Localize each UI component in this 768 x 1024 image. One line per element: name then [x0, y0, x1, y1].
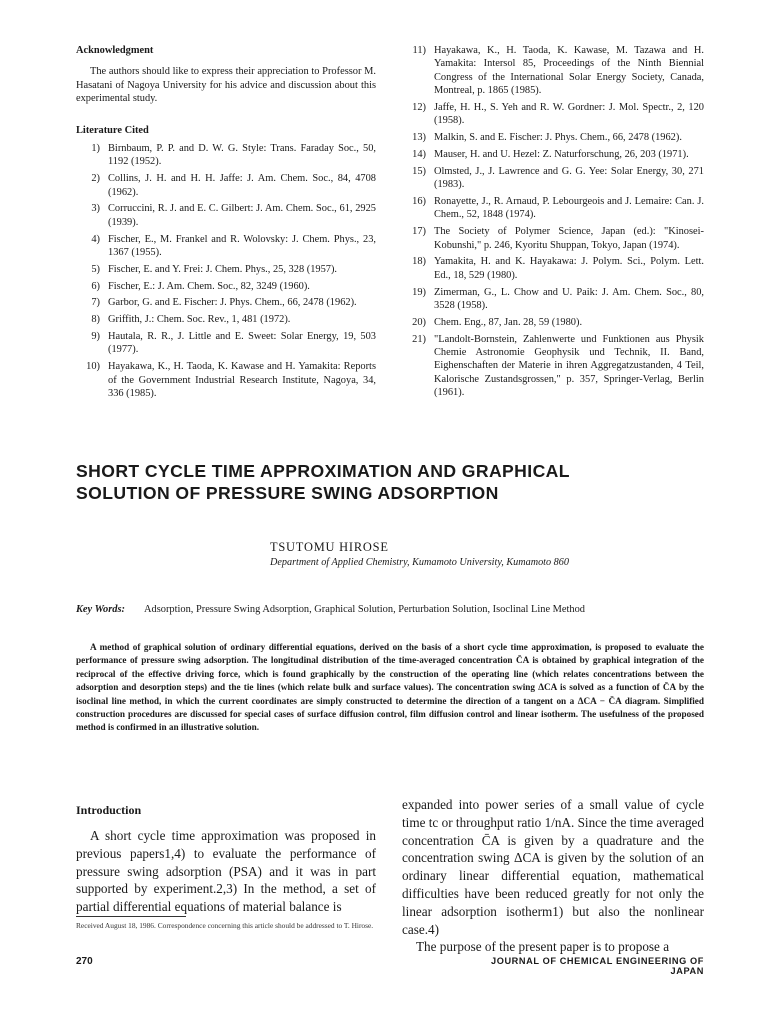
author-name: TSUTOMU HIROSE — [270, 540, 389, 554]
references-left — [76, 142, 376, 404]
reference-item: 8) Griffith, J.: Chem. Soc. Rev., 1, 481 (1972). — [91, 314, 291, 326]
reference-item: 11) Hayakawa, K., H. Taoda, K. Kawase, M. Tazawa and H. Yamakita: Intersol 85, Proceedings of the Ninth Biennial Congress of the International Solar Energy Society, Canada, Montreal, p. 1865 (1985). — [412, 45, 704, 97]
reference-item: 10) Hayakawa, K., H. Taoda, K. Kawase and H. Yamakita: Reports of the Government Industrial Research Institute, Nagoya, 34, 336 (1985). — [86, 361, 376, 400]
keywords-label: Key Words: — [76, 604, 125, 615]
reference-item: 6) Fischer, E.: J. Am. Chem. Soc., 82, 3249 (1960). — [91, 280, 310, 292]
reference-item: 13) Malkin, S. and E. Fischer: J. Phys. Chem., 66, 2478 (1962). — [412, 132, 682, 144]
keywords-row — [76, 603, 706, 616]
reference-item: 3) Corruccini, R. J. and E. C. Gilbert: J. Am. Chem. Soc., 61, 2925 (1939). — [91, 203, 376, 228]
abstract: A method of graphical solution of ordinary differential equations, derived on the basis of a short cycle time approximation, is proposed to evaluate the performance of pressure swing adsorption. The longitudinal distribution of the time-averaged concentration C̄A is obtained by graphical integration of the reciprocal of the effective driving force, which is found graphically by the construction of the operating line (which relates concentrations between the adsorption and desorption steps) and the tie lines (which relate bulk and surface values). The concentration swing ΔCA is solved as a function of C̄A by the isoclinal line method, in which the current coordinates are simply constructed to determine the direction of a tangent on a ΔCA − C̄A diagram. Simplified construction procedures are discussed for special cases of surface diffusion control, film diffusion control and linear isotherm. The usefulness of the proposed method is confirmed in an illustrative solution. — [76, 642, 704, 733]
reference-item: 18) Yamakita, H. and K. Hayakawa: J. Polym. Sci., Polym. Lett. Ed., 18, 529 (1980). — [412, 256, 704, 281]
introduction-text-left: A short cycle time approximation was proposed in previous papers1,4) to evaluate the performance of pressure swing adsorption (PSA) and it was in part supported by experiment.2,3) In the method, a set of partial differential equations of material balance is — [76, 828, 376, 915]
title-line-2: SOLUTION OF PRESSURE SWING ADSORPTION — [76, 482, 499, 503]
journal-name: JOURNAL OF CHEMICAL ENGINEERING OF JAPAN — [490, 956, 704, 976]
author-affiliation: Department of Applied Chemistry, Kumamoto University, Kumamoto 860 — [270, 557, 569, 568]
acknowledgment-heading: Acknowledgment — [76, 45, 154, 56]
reference-item: 14) Mauser, H. and U. Hezel: Z. Naturforschung, 26, 203 (1971). — [412, 149, 689, 161]
reference-item: 2) Collins, J. H. and H. H. Jaffe: J. Am. Chem. Soc., 84, 4708 (1962). — [91, 173, 376, 198]
reference-item: 12) Jaffe, H. H., S. Yeh and R. W. Gordner: J. Mol. Spectr., 2, 120 (1958). — [412, 102, 704, 127]
reference-item: 7) Garbor, G. and E. Fischer: J. Phys. Chem., 66, 2478 (1962). — [91, 297, 357, 309]
reference-item: 16) Ronayette, J., R. Arnaud, P. Lebourgeois and J. Lemaire: Can. J. Chem., 52, 1848 (1974). — [412, 196, 704, 221]
references-right — [402, 44, 704, 403]
footnote-received: Received August 18, 1986. Correspondence concerning this article should be addressed to T. Hirose. — [76, 921, 374, 930]
reference-item: 5) Fischer, E. and Y. Frei: J. Chem. Phys., 25, 328 (1957). — [91, 263, 338, 275]
reference-item: 1) Birnbaum, P. P. and D. W. G. Style: Trans. Faraday Soc., 50, 1192 (1952). — [91, 143, 376, 168]
keywords-text: Adsorption, Pressure Swing Adsorption, Graphical Solution, Perturbation Solution, Isoclinal Line Method — [144, 604, 585, 615]
reference-item: 4) Fischer, E., M. Frankel and R. Wolovsky: J. Chem. Phys., 23, 1367 (1955). — [91, 233, 376, 259]
introduction-text-right — [402, 796, 704, 956]
reference-item: 15) Olmsted, J., J. Lawrence and G. G. Yee: Solar Energy, 30, 271 (1983). — [412, 165, 704, 191]
literature-heading: Literature Cited — [76, 125, 149, 136]
reference-item: 19) Zimerman, G., L. Chow and U. Paik: J. Am. Chem. Soc., 80, 3528 (1958). — [412, 286, 704, 312]
title-line-1: SHORT CYCLE TIME APPROXIMATION AND GRAPHICAL — [76, 461, 570, 481]
footnote-rule — [76, 916, 186, 917]
paragraph-continued: expanded into power series of a small value of cycle time tc or throughput ratio 1/nA. Since the time averaged concentration C̄A is given by a quadrature and the concentration swing ΔCA is given by the solution of an ordinary linear differential equation, mathematical difficulties have been reduced greatly for not only the linear adsorption isotherm1) but also the nonlinear case.4) — [402, 797, 704, 937]
introduction-heading: Introduction — [76, 803, 142, 817]
reference-item: 21) "Landolt-Bornstein, Zahlenwerte und Funktionen aus Physik Chemie Astronomie Geophysik und Technik, II. Band, Eighenschaften der Materie in ihren Aggregatzustanden, 4 Teil, Kalorische Zustandsgrossen," p. 357, Springer-Verlag, Berlin (1961). — [412, 333, 704, 399]
page-number: 270 — [76, 956, 93, 967]
reference-item: 17) The Society of Polymer Science, Japan (ed.): "Kinosei-Kobunshi," p. 246, Kyoritu Shuppan, Tokyo, Japan (1974). — [412, 226, 704, 251]
acknowledgment-section — [76, 44, 376, 106]
paragraph-purpose: The purpose of the present paper is to propose a — [416, 939, 670, 955]
reference-item: 20) Chem. Eng., 87, Jan. 28, 59 (1980). — [412, 316, 583, 328]
acknowledgment-text: The authors should like to express their appreciation to Professor M. Hasatani of Nagoya University for his advice and discussion about this experimental study. — [76, 66, 376, 105]
article-title — [76, 461, 716, 504]
reference-item: 9) Hautala, R. R., J. Little and E. Sweet: Solar Energy, 19, 503 (1977). — [91, 331, 376, 356]
